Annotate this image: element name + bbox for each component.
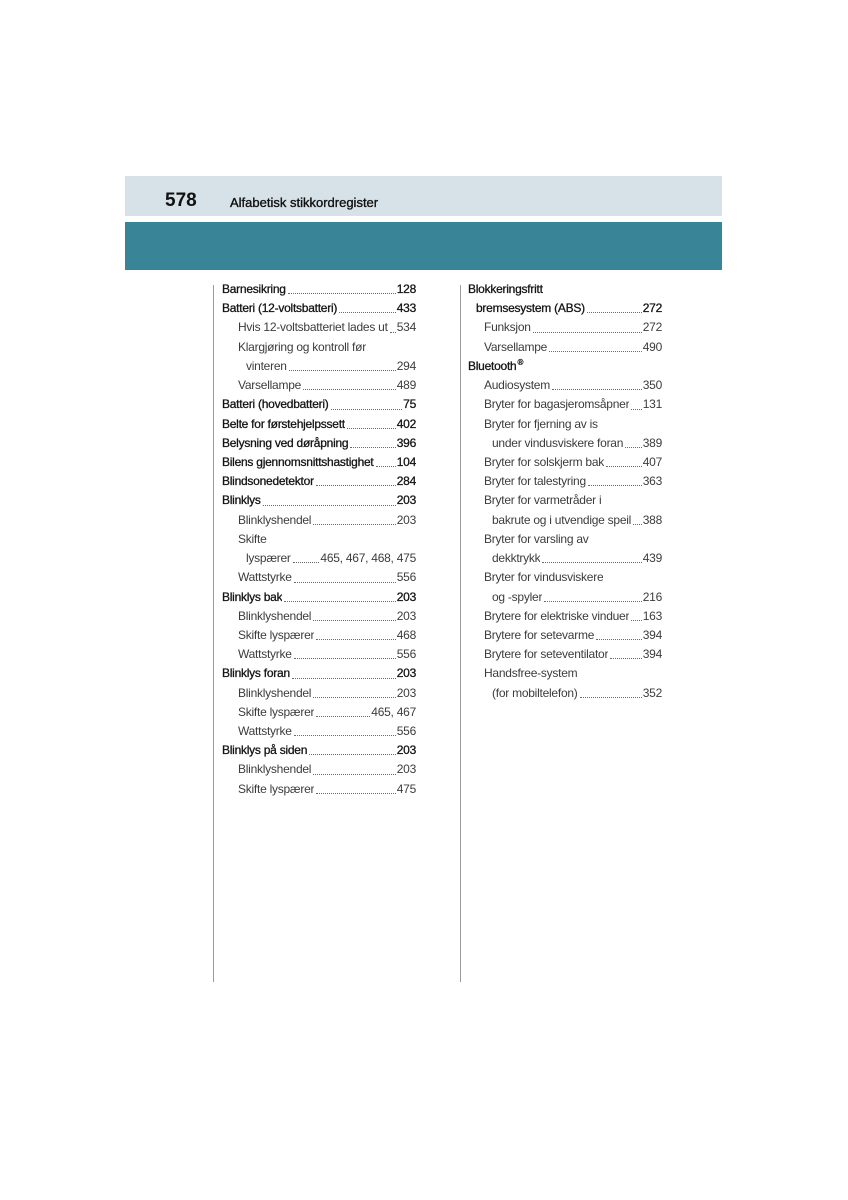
entry-label: dekktrykk (492, 551, 541, 566)
dot-leader (313, 697, 396, 698)
index-entry (222, 549, 416, 568)
page-reference: 352 (642, 685, 662, 700)
dot-leader (347, 428, 396, 429)
index-entry (222, 760, 416, 779)
page-number: 578 (165, 190, 197, 211)
entry-label: Blinklyshendel (238, 685, 312, 700)
index-entry (468, 645, 662, 664)
index-entry (222, 318, 416, 337)
page-reference: 203 (396, 666, 416, 681)
dot-leader (263, 505, 396, 506)
page-reference: 363 (642, 474, 662, 489)
index-entry (222, 664, 416, 683)
index-entry (222, 703, 416, 722)
entry-label: Bryter for fjerning av is (484, 416, 598, 431)
entry-label: Brytere for seteventilator (484, 647, 609, 662)
index-entry (468, 549, 662, 568)
dot-leader (309, 754, 396, 755)
registered-trademark-mark: ® (517, 357, 524, 367)
dot-leader (316, 485, 396, 486)
entry-label: Bryter for talestyring (484, 474, 586, 489)
entry-label: Klargjøring og kontroll før (238, 339, 366, 354)
entry-label: Batteri (12-voltsbatteri) (222, 301, 338, 316)
index-entry (222, 357, 416, 376)
index-entry (222, 491, 416, 510)
section-title: Alfabetisk stikkordregister (230, 195, 379, 210)
page-reference: 556 (396, 570, 416, 585)
page-reference: 389 (642, 435, 662, 450)
dot-leader (587, 312, 642, 313)
page-reference: 394 (642, 627, 662, 642)
entry-label: under vindusviskere foran (492, 435, 624, 450)
dot-leader (588, 485, 642, 486)
dot-leader (313, 774, 396, 775)
dot-leader (552, 389, 642, 390)
index-column-right (468, 280, 662, 703)
index-entry (468, 395, 662, 414)
dot-leader (316, 793, 395, 794)
page-reference: 272 (642, 320, 662, 335)
page-reference: 465, 467 (371, 704, 416, 719)
entry-label: Belysning ved døråpning (222, 435, 349, 450)
index-entry (222, 453, 416, 472)
index-entry (222, 511, 416, 530)
index-entry (222, 684, 416, 703)
entry-label: lyspærer (246, 551, 291, 566)
index-entry (222, 588, 416, 607)
page-reference: 128 (396, 282, 416, 296)
index-entry (468, 626, 662, 645)
dot-leader (331, 409, 403, 410)
page-reference: 203 (396, 762, 416, 777)
page-reference: 468 (396, 627, 416, 642)
dot-leader (606, 466, 642, 467)
entry-label: Audiosystem (484, 378, 550, 393)
dot-leader (339, 312, 396, 313)
dot-leader (294, 735, 396, 736)
entry-label: (for mobiltelefon) (492, 685, 578, 700)
column-divider (213, 285, 214, 982)
entry-label: Bryter for varmetråder i (484, 493, 602, 508)
dot-leader (316, 716, 370, 717)
page-reference: 396 (396, 435, 416, 450)
dot-leader (549, 351, 642, 352)
index-entry (468, 338, 662, 357)
index-entry (468, 491, 662, 510)
index-entry (468, 434, 662, 453)
index-entry (468, 376, 662, 395)
index-entry (468, 530, 662, 549)
dot-leader (544, 601, 642, 602)
entry-label: bakrute og i utvendige speil (492, 512, 632, 527)
dot-leader (303, 389, 396, 390)
entry-label: bremsesystem (ABS) (476, 301, 585, 316)
index-entry (222, 280, 416, 299)
entry-label: Varsellampe (238, 378, 302, 393)
entry-label: Brytere for elektriske vinduer (484, 608, 630, 623)
page-reference: 203 (396, 608, 416, 623)
index-entry (468, 299, 662, 318)
page-reference: 475 (396, 781, 416, 796)
dot-leader (289, 370, 396, 371)
index-entry (222, 741, 416, 760)
page-reference: 75 (403, 397, 416, 412)
page-reference: 407 (642, 454, 662, 469)
page-reference: 203 (396, 743, 416, 758)
index-entry (222, 299, 416, 318)
entry-label: Hvis 12-voltsbatteriet lades ut (238, 320, 388, 335)
page-reference: 272 (642, 301, 662, 316)
entry-label: Skifte (238, 531, 267, 546)
dot-leader (376, 466, 396, 467)
page-reference: 433 (396, 301, 416, 316)
page-reference: 203 (396, 512, 416, 527)
entry-label: Bryter for varsling av (484, 531, 589, 546)
page-reference: 490 (642, 339, 662, 354)
dot-leader (631, 409, 641, 410)
entry-label: Blinklys bak (222, 589, 283, 604)
index-entry (222, 780, 416, 799)
index-entry (468, 684, 662, 703)
dot-leader (350, 447, 395, 448)
dot-leader (610, 658, 641, 659)
header-band (125, 176, 722, 216)
page-reference: 556 (396, 724, 416, 739)
entry-label: vinteren (246, 358, 287, 373)
entry-label: og -spyler (492, 589, 543, 604)
index-entry (222, 338, 416, 357)
page-reference: 489 (396, 378, 416, 393)
entry-label: Blinklys (222, 493, 261, 508)
page-reference: 203 (396, 493, 416, 508)
entry-label: Blinklyshendel (238, 608, 312, 623)
entry-label: Belte for førstehjelpssett (222, 416, 345, 431)
page-reference: 104 (396, 454, 416, 469)
entry-label: Blokkeringsfritt (468, 282, 543, 296)
page-reference: 350 (642, 378, 662, 393)
entry-label: Bilens gjennomsnittshastighet (222, 454, 374, 469)
dot-leader (533, 332, 642, 333)
index-entry (468, 453, 662, 472)
index-entry (222, 607, 416, 626)
entry-label: Wattstyrke (238, 724, 292, 739)
entry-label: Varsellampe (484, 339, 548, 354)
index-entry (222, 376, 416, 395)
dot-leader (288, 293, 396, 294)
dot-leader (625, 447, 642, 448)
index-entry (222, 434, 416, 453)
entry-label: Brytere for setevarme (484, 627, 595, 642)
page-reference: 203 (396, 685, 416, 700)
index-entry (468, 588, 662, 607)
entry-label: Bluetooth (468, 358, 517, 373)
index-entry (222, 645, 416, 664)
entry-label: Wattstyrke (238, 570, 292, 585)
entry-label: Blinklyshendel (238, 762, 312, 777)
entry-label: Blindsonedetektor (222, 474, 314, 489)
entry-label: Blinklys foran (222, 666, 290, 681)
entry-label: Handsfree-system (484, 666, 578, 681)
dot-leader (316, 639, 395, 640)
index-entry (222, 722, 416, 741)
page-reference: 388 (642, 512, 662, 527)
index-entry (468, 318, 662, 337)
dot-leader (313, 620, 396, 621)
page-reference: 465, 467, 468, 475 (320, 551, 416, 566)
page-reference: 394 (642, 647, 662, 662)
page-reference: 402 (396, 416, 416, 431)
index-entry (468, 511, 662, 530)
dot-leader (390, 332, 396, 333)
page-reference: 556 (396, 647, 416, 662)
entry-label: Skifte lyspærer (238, 627, 315, 642)
dot-leader (542, 562, 641, 563)
column-divider (460, 285, 461, 982)
page-reference: 163 (642, 608, 662, 623)
entry-label: Funksjon (484, 320, 531, 335)
entry-label: Skifte lyspærer (238, 704, 315, 719)
page-reference: 534 (396, 320, 416, 335)
dot-leader (633, 524, 642, 525)
dot-leader (294, 658, 396, 659)
dot-leader (293, 562, 320, 563)
page-reference: 294 (396, 358, 416, 373)
entry-label: Blinklyshendel (238, 512, 312, 527)
entry-label: Blinklys på siden (222, 743, 308, 758)
index-entry (468, 357, 662, 376)
index-column-left (222, 280, 416, 799)
entry-label: Batteri (hovedbatteri) (222, 397, 329, 412)
dot-leader (294, 582, 396, 583)
index-entry (222, 395, 416, 414)
page-reference: 203 (396, 589, 416, 604)
index-entry (468, 664, 662, 683)
entry-label: Skifte lyspærer (238, 781, 315, 796)
dot-leader (313, 524, 396, 525)
dot-leader (284, 601, 395, 602)
index-entry (468, 568, 662, 587)
index-entry (468, 415, 662, 434)
entry-label: Bryter for vindusviskere (484, 570, 604, 585)
entry-label: Bryter for solskjerm bak (484, 454, 605, 469)
dot-leader (596, 639, 642, 640)
page-reference: 131 (642, 397, 662, 412)
index-entry (222, 415, 416, 434)
index-entry (468, 607, 662, 626)
dot-leader (292, 678, 396, 679)
section-accent-band (125, 222, 722, 270)
dot-leader (580, 697, 642, 698)
entry-label: Bryter for bagasjeromsåpner (484, 397, 630, 412)
index-entry (468, 280, 662, 299)
index-entry (468, 472, 662, 491)
entry-label: Barnesikring (222, 282, 286, 296)
index-entry (222, 530, 416, 549)
index-entry (222, 626, 416, 645)
index-entry (222, 568, 416, 587)
entry-label: Wattstyrke (238, 647, 292, 662)
page-reference: 216 (642, 589, 662, 604)
page-reference: 284 (396, 474, 416, 489)
dot-leader (631, 620, 641, 621)
index-entry (222, 472, 416, 491)
page-reference: 439 (642, 551, 662, 566)
